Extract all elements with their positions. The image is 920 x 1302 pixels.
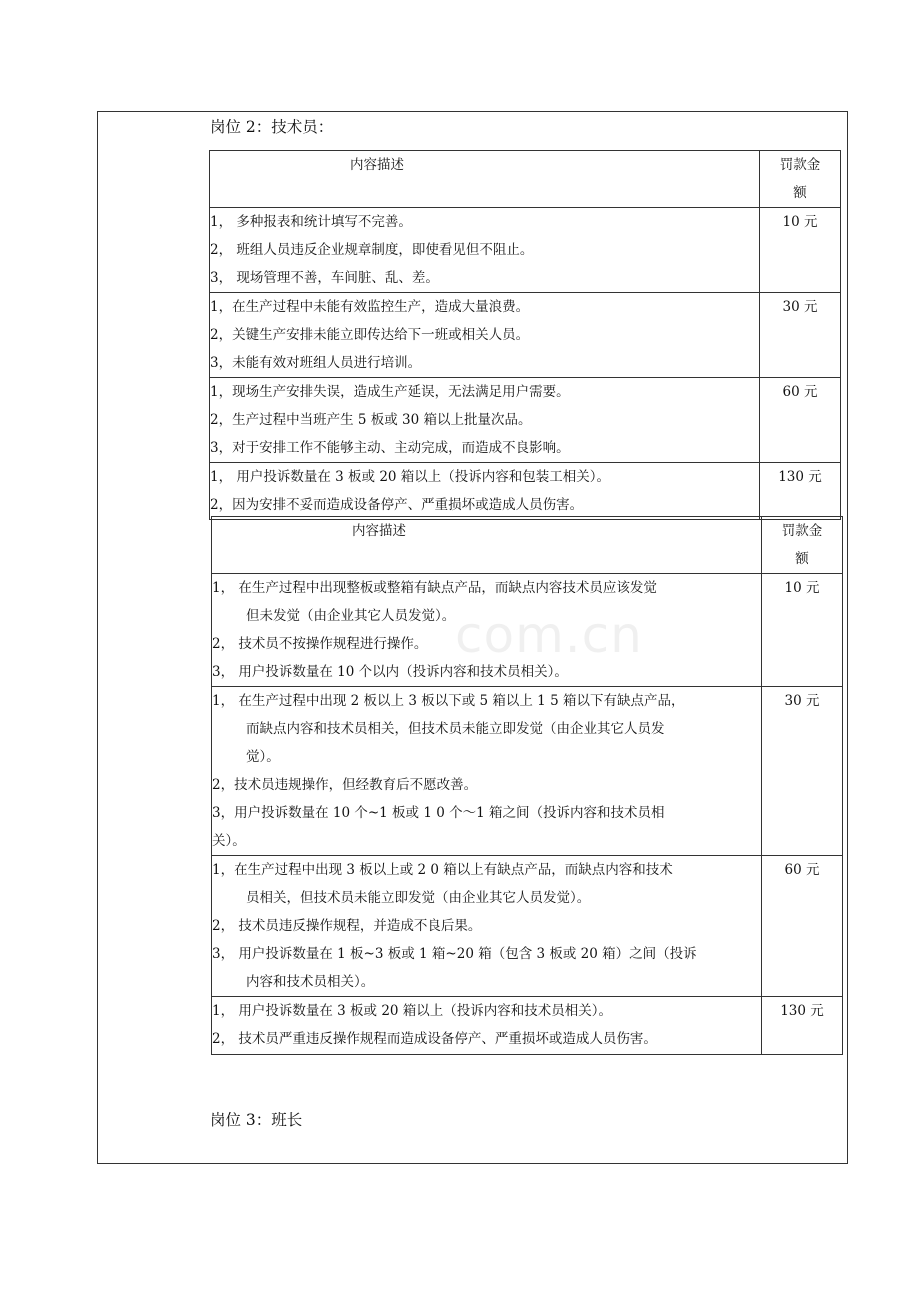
table-header-row (210, 151, 841, 208)
row-line: 内容和技术员相关）。 (246, 974, 375, 990)
table-row (212, 687, 843, 856)
row-line: 2，因为安排不妥而造成设备停产、严重损坏或造成人员伤害。 (210, 497, 584, 513)
section-3-title: 岗位 3：班长 (210, 1111, 303, 1129)
row-line: 1， 用户投诉数量在 3 板或 20 箱以上（投诉内容和技术员相关）。 (212, 1003, 613, 1019)
row-amount: 60 元 (760, 378, 841, 463)
row-line: 2， 技术员严重违反操作规程而造成设备停产、严重损坏或造成人员伤害。 (212, 1031, 657, 1047)
row-line: 1， 多种报表和统计填写不完善。 (210, 214, 412, 230)
row-amount: 30 元 (762, 687, 843, 856)
row-line: 而缺点内容和技术员相关，但技术员未能立即发觉（由企业其它人员发 (246, 721, 665, 737)
table-row (212, 997, 843, 1055)
row-line: 觉）。 (246, 749, 280, 765)
row-line: 3， 用户投诉数量在 1 板~3 板或 1 箱~20 箱（包含 3 板或 20 箱）之间（投诉 (212, 946, 697, 962)
row-line: 1，在生产过程中未能有效监控生产，造成大量浪费。 (210, 299, 530, 315)
row-amount: 10 元 (760, 208, 841, 293)
header-amount: 罚款金 额 (779, 157, 821, 201)
row-line: 2，技术员违规操作，但经教育后不愿改善。 (212, 777, 478, 793)
row-line: 1，现场生产安排失误，造成生产延误，无法满足用户需要。 (210, 384, 570, 400)
table-row (210, 293, 841, 378)
fines-table-1 (209, 150, 841, 520)
watermark: com.cn (455, 606, 643, 664)
row-line: 1，在生产过程中出现 3 板以上或 2 0 箱以上有缺点产品，而缺点内容和技术 (212, 862, 673, 878)
row-line: 但未发觉（由企业其它人员发觉）。 (246, 608, 456, 624)
table-row (210, 208, 841, 293)
header-desc: 内容描述 (350, 157, 404, 173)
row-line: 2， 技术员不按操作规程进行操作。 (212, 636, 428, 652)
row-amount: 130 元 (760, 463, 841, 520)
row-line: 2， 技术员违反操作规程，并造成不良后果。 (212, 918, 482, 934)
section-2-title: 岗位 2：技术员： (210, 118, 334, 136)
table-row (210, 378, 841, 463)
row-amount: 60 元 (762, 856, 843, 997)
row-line: 3，未能有效对班组人员进行培训。 (210, 355, 422, 371)
row-line: 2，关键生产安排未能立即传达给下一班或相关人员。 (210, 327, 530, 343)
row-line: 2，生产过程中当班产生 5 板或 30 箱以上批量次品。 (210, 412, 532, 428)
row-line: 1， 用户投诉数量在 3 板或 20 箱以上（投诉内容和包装工相关）。 (210, 469, 611, 485)
table-row (210, 463, 841, 520)
row-line: 3， 现场管理不善，车间脏、乱、差。 (210, 270, 439, 286)
row-amount: 30 元 (760, 293, 841, 378)
row-line: 3， 用户投诉数量在 10 个以内（投诉内容和技术员相关）。 (212, 664, 568, 680)
header-desc: 内容描述 (352, 523, 406, 539)
table-header-row (212, 517, 843, 574)
fines-table-2 (211, 516, 843, 1055)
row-amount: 10 元 (762, 574, 843, 687)
row-line: 3，用户投诉数量在 10 个~1 板或 1 0 个～1 箱之间（投诉内容和技术员相 (212, 805, 665, 821)
row-line: 1， 在生产过程中出现整板或整箱有缺点产品，而缺点内容技术员应该发觉 (212, 580, 657, 596)
row-line: 2， 班组人员违反企业规章制度，即使看见但不阻止。 (210, 242, 534, 258)
row-amount: 130 元 (762, 997, 843, 1055)
row-line: 1， 在生产过程中出现 2 板以上 3 板以下或 5 箱以上 1 5 箱以下有缺点产品， (212, 693, 685, 709)
row-line: 3，对于安排工作不能够主动、主动完成，而造成不良影响。 (210, 440, 570, 456)
table-row (212, 856, 843, 997)
header-amount: 罚款金 额 (781, 523, 823, 567)
row-line: 关）。 (212, 833, 246, 849)
row-line: 员相关，但技术员未能立即发觉（由企业其它人员发觉）。 (246, 890, 591, 906)
